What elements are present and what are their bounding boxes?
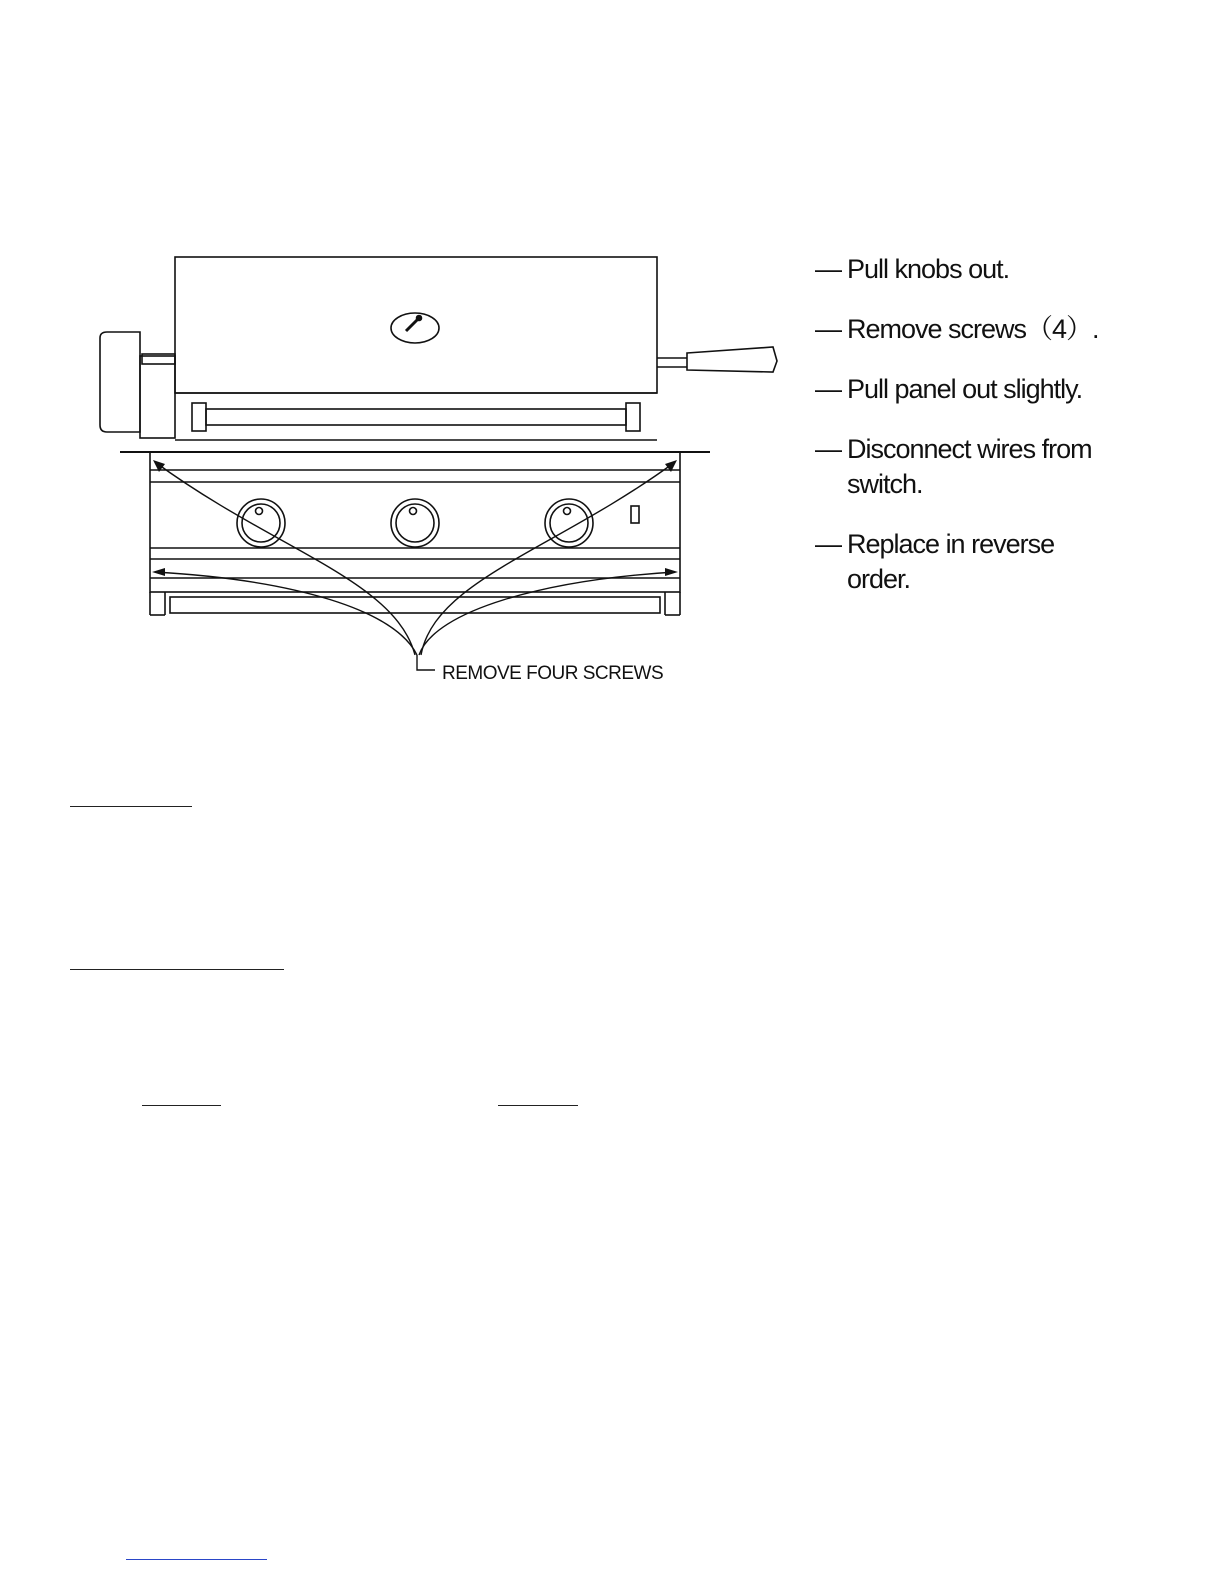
thermometer — [391, 313, 439, 343]
knob-left — [237, 499, 285, 547]
drip-tray — [170, 597, 660, 613]
step-text: Replace in reverse order. — [847, 529, 1055, 594]
step-disconnect-wires — [815, 432, 1115, 502]
step-text: Disconnect wires from switch. — [847, 434, 1092, 499]
step-text: Pull knobs out. — [847, 254, 1010, 284]
step-remove-screws — [815, 312, 1115, 347]
callout-label: REMOVE FOUR SCREWS — [442, 663, 664, 684]
step-dash: — — [815, 314, 841, 344]
step-text: Remove screws（4）. — [847, 314, 1099, 344]
instruction-steps — [815, 252, 1115, 622]
step-replace-reverse — [815, 527, 1115, 597]
step-dash: — — [815, 374, 841, 404]
handle-mount-right — [626, 403, 640, 431]
underline-rule-3 — [142, 1105, 221, 1106]
step-dash: — — [815, 254, 841, 284]
handle-mount-left — [192, 403, 206, 431]
control-panel — [150, 452, 680, 592]
underline-rule-2 — [70, 969, 284, 970]
grill-hood — [175, 257, 657, 393]
grill-control-panel-diagram — [95, 250, 785, 690]
hood-handle — [206, 409, 626, 425]
rotisserie-handle — [687, 347, 777, 372]
grill-drawing — [95, 250, 785, 690]
knob-right — [545, 499, 593, 547]
step-pull-panel — [815, 372, 1115, 407]
step-pull-knobs — [815, 252, 1115, 287]
step-dash: — — [815, 434, 841, 464]
rotisserie-motor — [100, 332, 140, 432]
step-dash: — — [815, 529, 841, 559]
link-underline[interactable] — [126, 1559, 267, 1560]
callout-leader-lines — [155, 462, 675, 670]
underline-rule-1 — [70, 806, 192, 807]
underline-rule-4 — [498, 1105, 578, 1106]
step-text: Pull panel out slightly. — [847, 374, 1083, 404]
knob-center — [391, 499, 439, 547]
ignition-switch — [631, 506, 639, 523]
